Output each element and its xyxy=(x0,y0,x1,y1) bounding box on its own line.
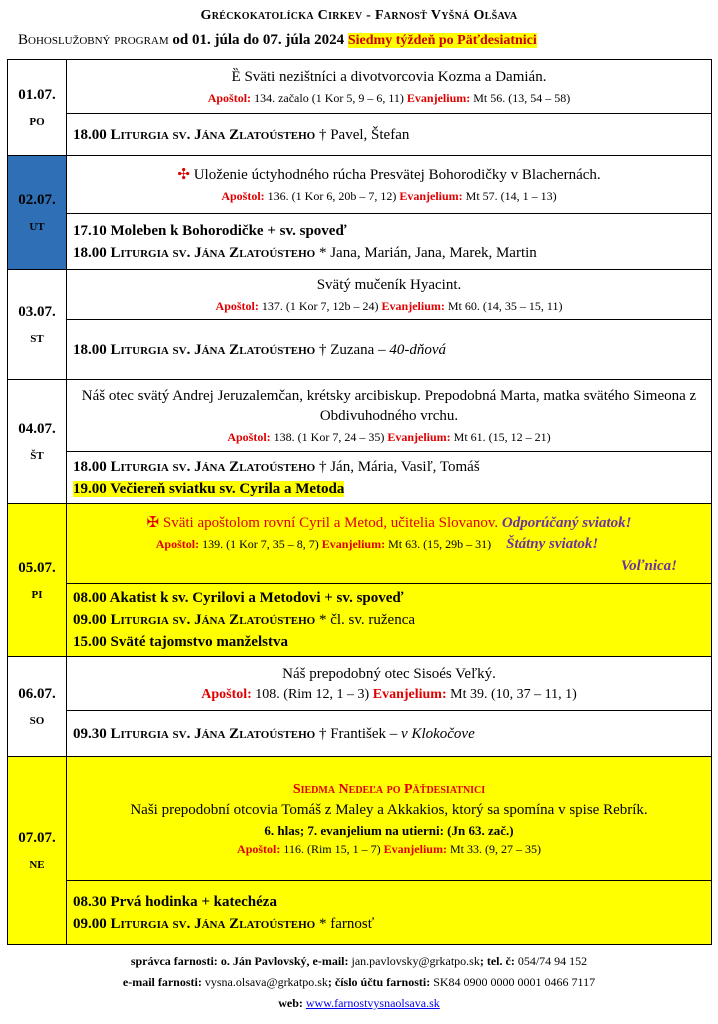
evanjelium: Mt 63. (15, 29b – 31) xyxy=(388,536,492,551)
footer-email[interactable]: vysna.olsava@grkatpo.sk xyxy=(204,975,328,989)
schedule-table xyxy=(7,59,712,945)
first-hour-text: 08.30 Prvá hodinka + katechéza xyxy=(73,893,277,910)
apostol-label: Apoštol: xyxy=(155,536,200,551)
footer-account: SK84 0900 0000 0001 0466 7117 xyxy=(433,975,596,989)
date: 01.07. xyxy=(18,87,56,103)
footer-line-3 xyxy=(0,993,718,1013)
akatist-line xyxy=(67,584,711,609)
apostol-label: Apoštol: xyxy=(207,90,252,105)
parish-title: Gréckokatolícka Cirkev - Farnosť Vyšná Olšava xyxy=(200,8,518,23)
note-state-holiday: Štátny sviatok! xyxy=(506,535,599,552)
readings xyxy=(67,686,711,708)
note-free-day-line xyxy=(67,557,711,579)
service-liturgy: Liturgia sv. Jána Zlatoústeho xyxy=(110,725,316,742)
evanjelium-label: Evanjelium: xyxy=(321,536,386,551)
evanjelium-label: Evanjelium: xyxy=(399,188,463,203)
weekday: NE xyxy=(29,859,45,871)
service-cell xyxy=(67,214,712,270)
feast-cell xyxy=(67,757,712,881)
service-note: 40-dňová xyxy=(389,341,446,358)
date: 02.07. xyxy=(18,192,56,208)
service xyxy=(67,336,711,364)
evanjelium: Mt 39. (10, 37 – 11, 1) xyxy=(450,686,577,702)
evanjelium: Mt 56. (13, 54 – 58) xyxy=(473,90,571,105)
footer-admin-label: správca farnosti: xyxy=(130,954,221,968)
feast-icon: Ȅ xyxy=(231,68,241,85)
service-time: 18.00 xyxy=(73,458,107,475)
feast-text: Náš otec svätý Andrej Jeruzalemčan, krétsky arcibiskup. Prepodobná Marta, matka svätého Simeona z Obdivuhodného vrchu. xyxy=(81,387,697,424)
service-time: 09.00 xyxy=(73,612,107,628)
feast-text: Sväti apoštolom rovní Cyril a Metod, učitelia Slovanov. xyxy=(162,514,499,531)
date: 07.07. xyxy=(18,830,56,846)
readings xyxy=(67,89,711,111)
date: 06.07. xyxy=(18,686,56,702)
date-cell xyxy=(8,657,67,757)
apostol-label: Apoštol: xyxy=(221,188,265,203)
service xyxy=(67,121,711,149)
footer-line-2 xyxy=(0,972,718,992)
evanjelium: Mt 57. (14, 1 – 13) xyxy=(465,188,557,203)
evanjelium: Mt 61. (15, 12 – 21) xyxy=(453,429,551,444)
program-header xyxy=(18,32,718,49)
note-recommended: Odporúčaný sviatok! xyxy=(501,514,632,531)
service-intention: * farnosť xyxy=(318,915,375,932)
feast-cell xyxy=(67,60,712,114)
vespers-line xyxy=(67,478,711,503)
date: 03.07. xyxy=(18,304,56,320)
service-liturgy: Liturgia sv. Jána Zlatoústeho xyxy=(110,244,316,261)
akatist-text: 08.00 Akatist k sv. Cyrilovi a Metodovi + sv. spoveď xyxy=(73,590,404,606)
vespers-highlight: 19.00 Večiereň sviatku sv. Cyrila a Metoda xyxy=(73,480,345,497)
service-time: 18.00 xyxy=(73,341,107,358)
date-cell xyxy=(8,60,67,156)
date-cell xyxy=(8,270,67,380)
program-range: od 01. júla do 07. júla 2024 xyxy=(168,32,348,48)
footer-email-label: e-mail farnosti: xyxy=(122,975,205,989)
service-time: 09.30 xyxy=(73,725,107,742)
weekday: ŠT xyxy=(30,450,44,462)
service xyxy=(67,242,711,267)
date-cell xyxy=(8,156,67,270)
readings xyxy=(67,535,711,557)
footer-account-label: ; číslo účtu farnosti: xyxy=(327,975,434,989)
evanjelium-label: Evanjelium: xyxy=(387,429,451,444)
service-cell xyxy=(67,114,712,156)
feast-cell xyxy=(67,504,712,584)
service-liturgy: Liturgia sv. Jána Zlatoústeho xyxy=(110,612,316,628)
service-intention: † František – xyxy=(318,725,402,742)
tone: 6. hlas; 7. evanjelium na utierni: (Jn 63. zač.) xyxy=(264,822,514,838)
footer-admin-email[interactable]: jan.pavlovsky@grkatpo.sk xyxy=(351,954,480,968)
service-cell xyxy=(67,584,712,657)
service-time: 18.00 xyxy=(73,126,107,143)
weekday: PI xyxy=(31,588,43,601)
feast-cell xyxy=(67,270,712,320)
service-time: 09.00 xyxy=(73,915,107,932)
service-intention: † Zuzana – xyxy=(318,341,390,358)
service-cell xyxy=(67,711,712,757)
service xyxy=(67,453,711,478)
apostol: 139. (1 Kor 7, 35 – 8, 7) xyxy=(202,536,319,551)
feast xyxy=(67,161,711,187)
cross-icon: ✣ xyxy=(177,166,190,183)
date-cell xyxy=(8,757,67,945)
footer-web-label: web: xyxy=(278,996,306,1010)
date: 05.07. xyxy=(18,559,56,576)
apostol: 136. (1 Kor 6, 20b – 7, 12) xyxy=(267,188,397,203)
weekday: ST xyxy=(30,333,44,345)
readings xyxy=(67,840,711,862)
feast-text: Náš prepodobný otec Sisoés Veľký. xyxy=(282,665,496,682)
sunday-title: Siedma Nedeľa po Päťdesiatnici xyxy=(292,781,486,797)
service-liturgy: Liturgia sv. Jána Zlatoústeho xyxy=(110,341,316,358)
evanjelium: Mt 60. (14, 35 – 15, 11) xyxy=(447,298,563,313)
service-intention: * Jana, Marián, Jana, Marek, Martin xyxy=(318,244,537,261)
apostol-label: Apoštol: xyxy=(215,298,259,313)
weekday: PO xyxy=(29,116,45,128)
weekday: SO xyxy=(29,715,45,727)
marriage-text: 15.00 Sväté tajomstvo manželstva xyxy=(73,634,288,650)
service-extra-text: 17.10 Moleben k Bohorodičke + sv. spoveď xyxy=(73,222,347,239)
marriage-line xyxy=(67,631,711,656)
service-cell xyxy=(67,881,712,945)
date: 04.07. xyxy=(18,421,56,437)
readings xyxy=(67,428,711,450)
service-cell xyxy=(67,452,712,504)
feast-text: Svätý mučeník Hyacint. xyxy=(316,276,462,293)
apostol: 137. (1 Kor 7, 12b – 24) xyxy=(261,298,379,313)
apostol-label: Apoštol: xyxy=(201,686,252,702)
feast xyxy=(67,63,711,89)
feast xyxy=(67,509,711,535)
service xyxy=(67,913,711,938)
cross-icon: ✠ xyxy=(146,514,160,531)
apostol: 134. začalo (1 Kor 5, 9 – 6, 11) xyxy=(254,90,404,105)
day-row xyxy=(8,60,712,114)
evanjelium-label: Evanjelium: xyxy=(381,298,445,313)
evanjelium: Mt 33. (9, 27 – 35) xyxy=(449,841,541,856)
footer-tel-label: ; tel. č: xyxy=(479,954,518,968)
service-intention: † Ján, Mária, Vasiľ, Tomáš xyxy=(318,458,480,475)
footer-line-1 xyxy=(0,951,718,971)
service-cell xyxy=(67,320,712,380)
feast-text: Naši prepodobní otcovia Tomáš z Maley a Akkakios, ktorý sa spomína v spise Rebrík. xyxy=(130,801,648,818)
weekday: UT xyxy=(29,221,45,233)
service-intention: * čl. sv. ruženca xyxy=(318,612,416,628)
readings xyxy=(67,297,711,319)
footer-web-link[interactable]: www.farnostvysnaolsava.sk xyxy=(305,996,440,1010)
service-extra xyxy=(67,217,711,242)
service-liturgy: Liturgia sv. Jána Zlatoústeho xyxy=(110,458,316,475)
apostol-label: Apoštol: xyxy=(237,841,281,856)
service xyxy=(67,609,711,631)
apostol: 116. (Rim 15, 1 – 7) xyxy=(283,841,381,856)
feast-cell xyxy=(67,156,712,214)
date-cell xyxy=(8,504,67,657)
service-intention: † Pavel, Štefan xyxy=(318,126,410,143)
footer-tel: 054/74 94 152 xyxy=(517,954,588,968)
evanjelium-label: Evanjelium: xyxy=(383,841,447,856)
footer-admin-name: o. Ján Pavlovský, e-mail: xyxy=(220,954,352,968)
apostol: 138. (1 Kor 7, 24 – 35) xyxy=(273,429,385,444)
program-prefix: Bohoslužobný program xyxy=(18,32,169,48)
feast-text: Uloženie úctyhodného rúcha Presvätej Bohorodičky v Blachernách. xyxy=(193,166,601,183)
service-note: v Klokočove xyxy=(401,725,475,742)
apostol: 108. (Rim 12, 1 – 3) xyxy=(255,686,370,702)
service-time: 18.00 xyxy=(73,244,107,261)
week-title: Siedmy týždeň po Päťdesiatnici xyxy=(347,33,537,48)
feast-cell xyxy=(67,380,712,452)
service xyxy=(67,720,711,748)
feast-text: Sväti nezištníci a divotvorcovia Kozma a Damián. xyxy=(244,68,547,85)
note-free-day: Voľnica! xyxy=(620,557,677,574)
evanjelium-label: Evanjelium: xyxy=(372,686,447,702)
evanjelium-label: Evanjelium: xyxy=(406,90,471,105)
first-hour-line xyxy=(67,888,711,913)
feast-cell xyxy=(67,657,712,711)
service-liturgy: Liturgia sv. Jána Zlatoústeho xyxy=(110,915,316,932)
date-cell xyxy=(8,380,67,504)
readings xyxy=(67,187,711,209)
service-liturgy: Liturgia sv. Jána Zlatoústeho xyxy=(110,126,316,143)
apostol-label: Apoštol: xyxy=(227,429,271,444)
